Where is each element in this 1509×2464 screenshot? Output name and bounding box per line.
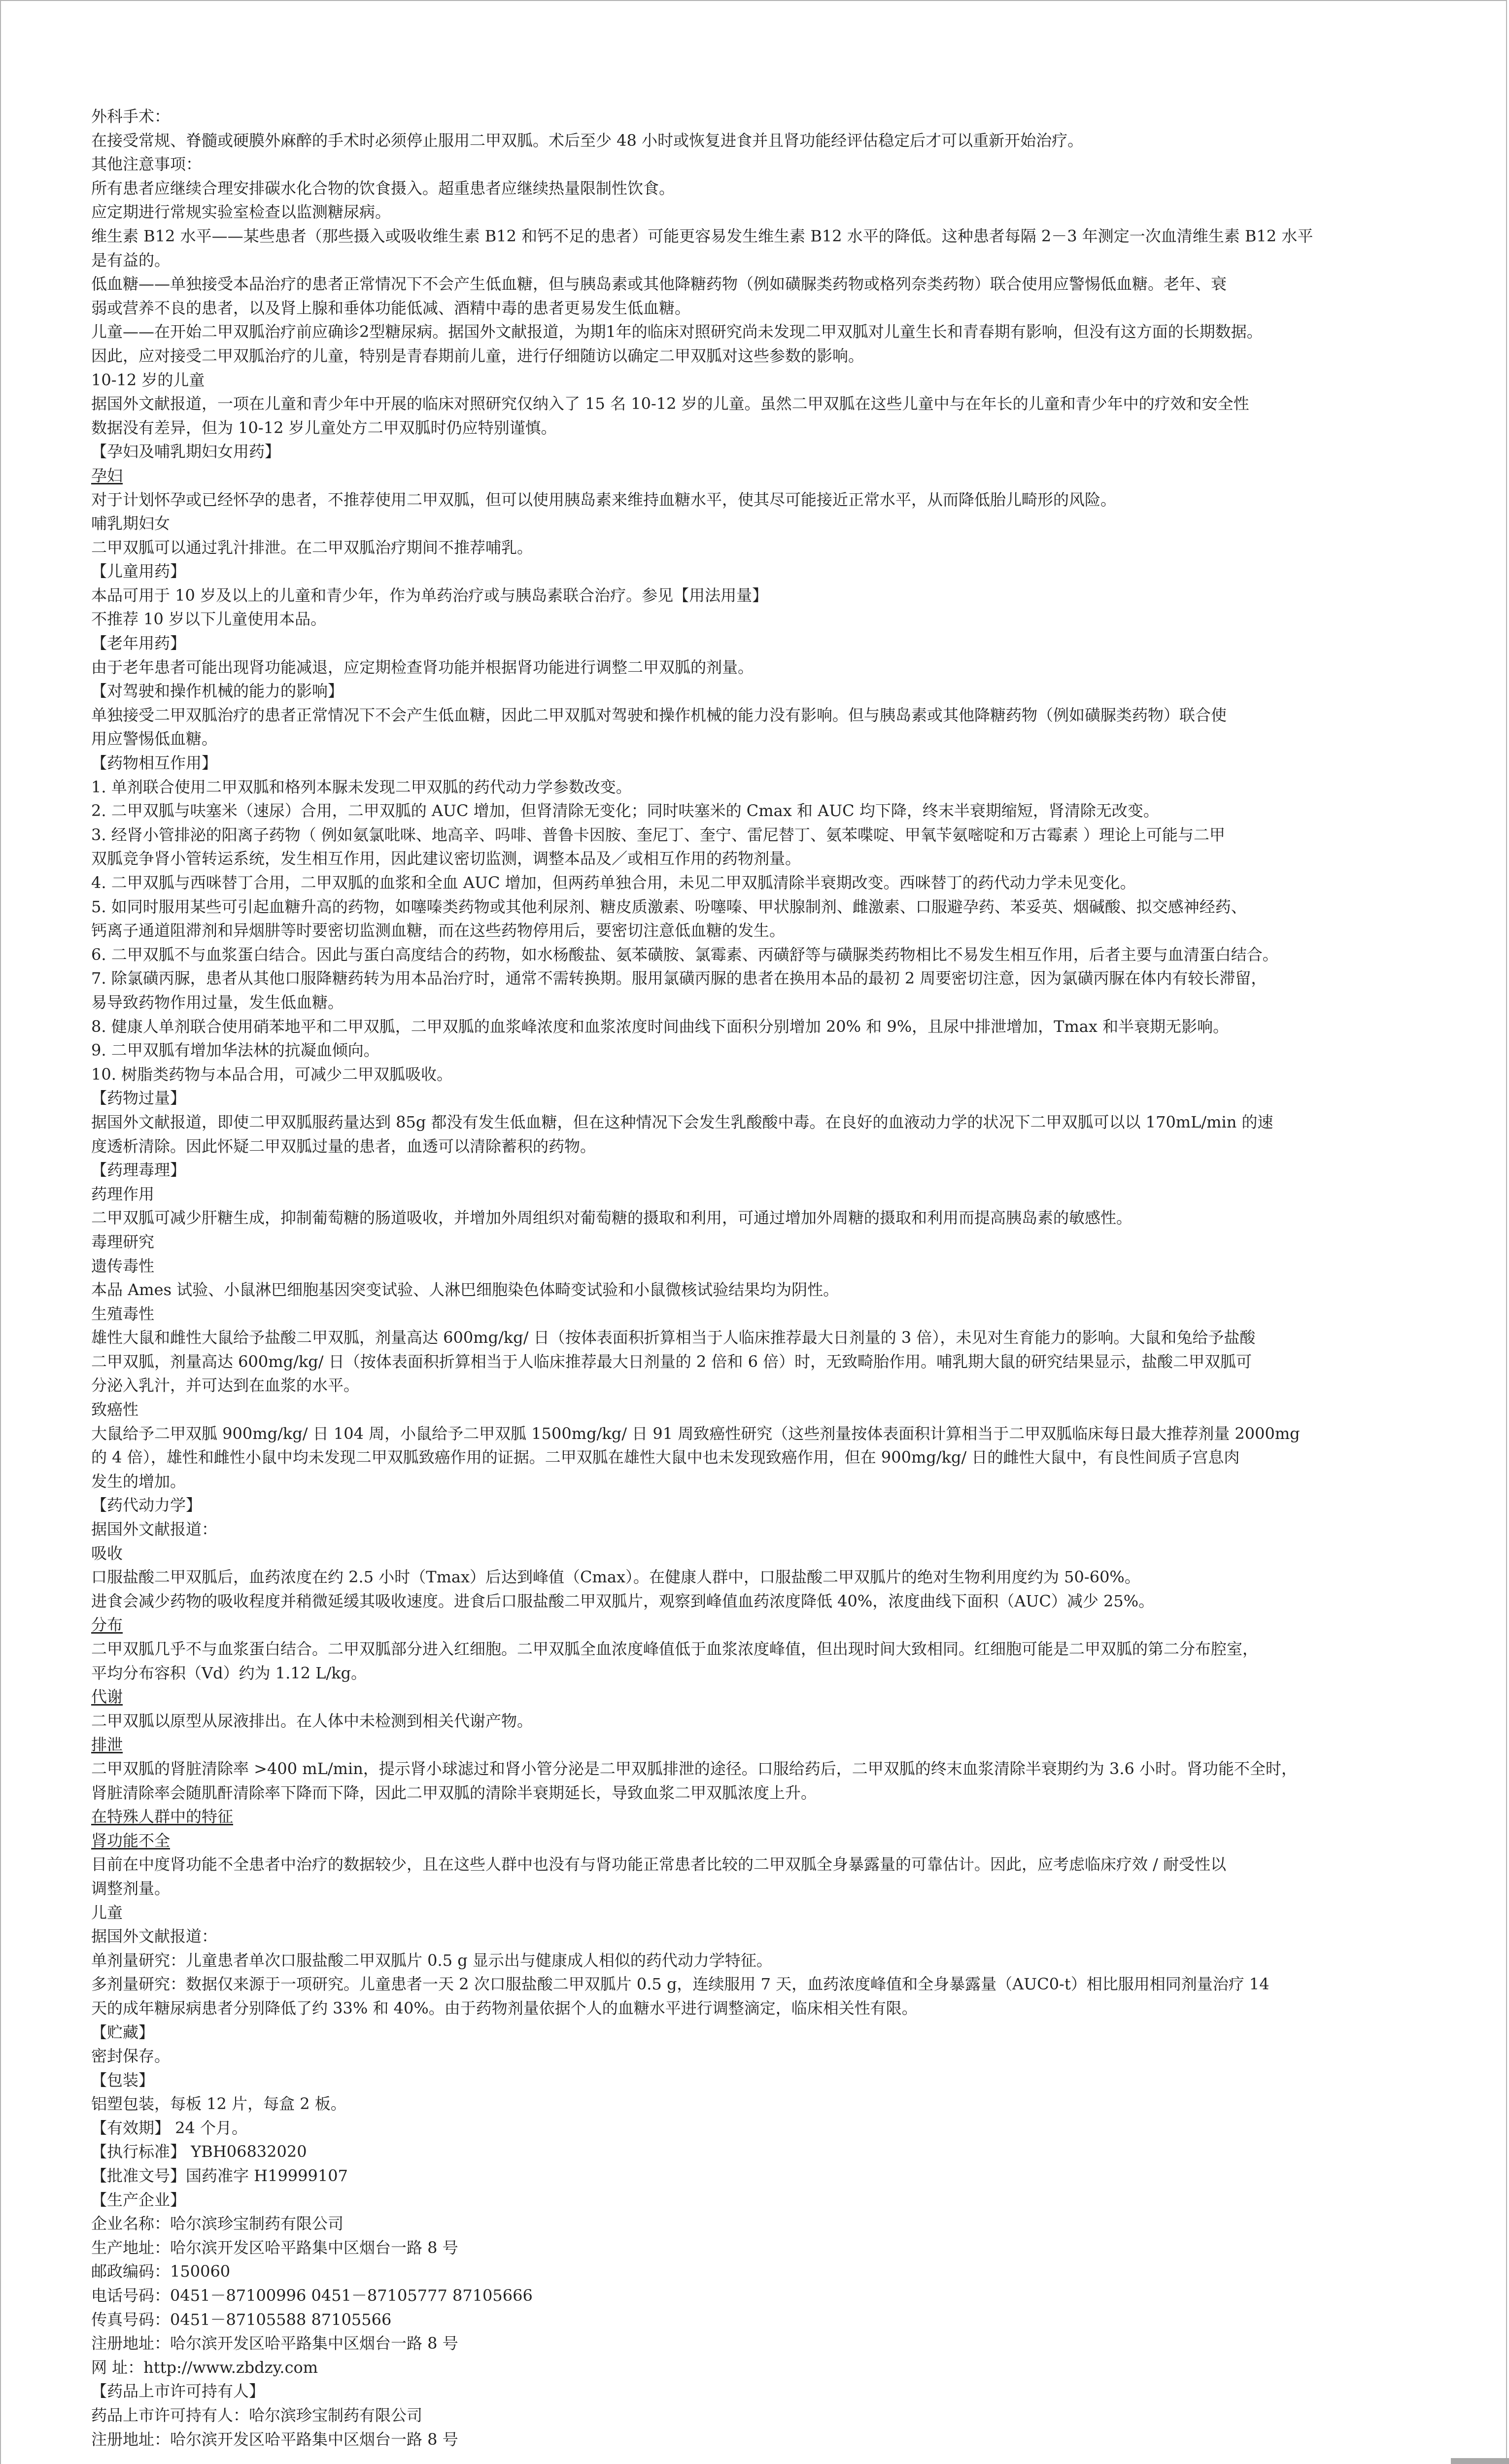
- text-line: 10. 树脂类药物与本品合用，可减少二甲双胍吸收。: [91, 1064, 453, 1084]
- text-line: 6. 二甲双胍不与血浆蛋白结合。因此与蛋白高度结合的药物，如水杨酸盐、氨苯磺胺、氯霉素、丙磺舒等与磺脲类药物相比不易发生相互作用，后者主要与血清蛋白结合。: [91, 945, 1278, 964]
- text-line: 目前在中度肾功能不全患者中治疗的数据较少，且在这些人群中也没有与肾功能正常患者比较的二甲双胍全身暴露量的可靠估计。因此，应考虑临床疗效 / 耐受性以: [91, 1855, 1227, 1874]
- text-line: 平均分布容积（Vd）约为 1.12 L/kg。: [91, 1663, 367, 1682]
- text-line: 注册地址：哈尔滨开发区哈平路集中区烟台一路 8 号: [91, 2430, 458, 2449]
- text-line: 生产地址：哈尔滨开发区哈平路集中区烟台一路 8 号: [91, 2238, 458, 2257]
- text-line: 致癌性: [91, 1400, 139, 1419]
- text-line: 本品 Ames 试验、小鼠淋巴细胞基因突变试验、人淋巴细胞染色体畸变试验和小鼠微核试验结果均为阴性。: [91, 1280, 839, 1300]
- text-line: 企业名称：哈尔滨珍宝制药有限公司: [91, 2214, 344, 2233]
- text-line: 【药理毒理】: [91, 1161, 186, 1180]
- text-line: 遗传毒性: [91, 1256, 155, 1275]
- text-line: 在特殊人群中的特征: [91, 1807, 234, 1826]
- text-line: 单独接受二甲双胍治疗的患者正常情况下不会产生低血糖，因此二甲双胍对驾驶和操作机械的能力没有影响。但与胰岛素或其他降糖药物（例如磺脲类药物）联合使: [91, 705, 1227, 724]
- text-line: 钙离子通道阻滞剂和异烟肼等时要密切监测血糖，而在这些药物停用后，要密切注意低血糖的发生。: [91, 921, 786, 940]
- text-line: 分泌入乳汁，并可达到在血浆的水平。: [91, 1376, 360, 1395]
- text-line: 电话号码：0451－87100996 0451－87105777 87105666: [91, 2286, 533, 2305]
- text-line: 药理作用: [91, 1184, 155, 1203]
- text-line: 【生产企业】: [91, 2190, 186, 2209]
- text-line: 【药品上市许可持有人】: [91, 2382, 265, 2401]
- text-line: 多剂量研究：数据仅来源于一项研究。儿童患者一天 2 次口服盐酸二甲双胍片 0.5 g，连续服用 7 天，血药浓度峰值和全身暴露量（AUC0-t）相比服用相同剂量治疗 14: [91, 1975, 1269, 1994]
- text-line: 排泄: [91, 1735, 123, 1754]
- text-line: 2. 二甲双胍与呋塞米（速尿）合用，二甲双胍的 AUC 增加，但肾清除无变化；同时呋塞米的 Cmax 和 AUC 均下降，终末半衰期缩短，肾清除无改变。: [91, 801, 1159, 821]
- text-line: 【老年用药】: [91, 634, 186, 653]
- text-line: 是有益的。: [91, 250, 171, 270]
- text-line: 双胍竞争肾小管转运系统，发生相互作用，因此建议密切监测，调整本品及／或相互作用的药物剂量。: [91, 849, 801, 868]
- text-line: 不推荐 10 岁以下儿童使用本品。: [91, 610, 327, 629]
- text-line: 本品可用于 10 岁及以上的儿童和青少年，作为单药治疗或与胰岛素联合治疗。参见【用法用量】: [91, 585, 768, 605]
- text-line: 网 址：http://www.zbdzy.com: [91, 2358, 318, 2377]
- text-line: 天的成年糖尿病患者分别降低了约 33% 和 40%。由于药物剂量依据个人的血糖水平进行调整滴定，临床相关性有限。: [91, 1998, 918, 2018]
- text-line: 发生的增加。: [91, 1472, 186, 1491]
- text-line: 儿童: [91, 1903, 123, 1922]
- text-line: 铝塑包装，每板 12 片，每盒 2 板。: [91, 2094, 346, 2114]
- text-line: 进食会减少药物的吸收程度并稍微延缓其吸收速度。进食后口服盐酸二甲双胍片，观察到峰值血药浓度降低 40%，浓度曲线下面积（AUC）减少 25%。: [91, 1591, 1155, 1610]
- text-line: 7. 除氯磺丙脲，患者从其他口服降糖药转为用本品治疗时，通常不需转换期。服用氯磺丙脲的患者在换用本品的最初 2 周要密切注意，因为氯磺丙脲在体内有较长滞留，: [91, 969, 1267, 988]
- text-line: 二甲双胍几乎不与血浆蛋白结合。二甲双胍部分进入红细胞。二甲双胍全血浓度峰值低于血浆浓度峰值，但出现时间大致相同。红细胞可能是二甲双胍的第二分布腔室，: [91, 1640, 1259, 1658]
- text-line: 【对驾驶和操作机械的能力的影响】: [91, 682, 344, 701]
- text-line: 分布: [91, 1615, 123, 1635]
- text-line: 肾功能不全: [91, 1831, 171, 1850]
- text-line: 二甲双胍以原型从尿液排出。在人体中未检测到相关代谢产物。: [91, 1711, 533, 1730]
- text-line: 传真号码：0451－87105588 87105566: [91, 2310, 392, 2329]
- text-line: 4. 二甲双胍与西咪替丁合用，二甲双胍的血浆和全血 AUC 增加，但两药单独合用，未见二甲双胍清除半衰期改变。西咪替丁的药代动力学未见变化。: [91, 873, 1136, 892]
- text-line: 密封保存。: [91, 2047, 171, 2066]
- text-line: 因此，应对接受二甲双胍治疗的儿童，特别是青春期前儿童，进行仔细随访以确定二甲双胍对这些参数的影响。: [91, 346, 864, 365]
- text-line: 二甲双胍可减少肝糖生成，抑制葡萄糖的肠道吸收，并增加外周组织对葡萄糖的摄取和利用，可通过增加外周糖的摄取和利用而提高胰岛素的敏感性。: [91, 1208, 1132, 1228]
- text-line: 数据没有差异，但为 10-12 岁儿童处方二甲双胍时仍应特别谨慎。: [91, 418, 557, 437]
- text-line: 维生素 B12 水平——某些患者（那些摄入或吸收维生素 B12 和钙不足的患者）可能更容易发生维生素 B12 水平的降低。这种患者每隔 2－3 年测定一次血清维生素 B12 水平: [91, 226, 1313, 245]
- text-line: 【有效期】 24 个月。: [91, 2118, 248, 2137]
- text-line: 用应警惕低血糖。: [91, 729, 218, 749]
- text-line: 肾脏清除率会随肌酐清除率下降而下降，因此二甲双胍的清除半衰期延长，导致血浆二甲双胍浓度上升。: [91, 1783, 817, 1802]
- text-line: 据国外文献报道：: [91, 1927, 218, 1946]
- text-line: 口服盐酸二甲双胍后，血药浓度在约 2.5 小时（Tmax）后达到峰值（Cmax）。在健康人群中，口服盐酸二甲双胍片的绝对生物利用度约为 50-60%。: [91, 1568, 1140, 1587]
- text-line: 哺乳期妇女: [91, 514, 171, 533]
- document-body: [91, 104, 1382, 2451]
- text-line: 3. 经肾小管排泌的阳离子药物（ 例如氨氯吡咪、地高辛、吗啡、普鲁卡因胺、奎尼丁、奎宁、雷尼替丁、氨苯喋啶、甲氧苄氨嘧啶和万古霉素 ）理论上可能与二甲: [91, 825, 1226, 844]
- text-line: 所有患者应继续合理安排碳水化合物的饮食摄入。超重患者应继续热量限制性饮食。: [91, 178, 675, 198]
- text-line: 药品上市许可持有人：哈尔滨珍宝制药有限公司: [91, 2406, 423, 2425]
- text-line: 5. 如同时服用某些可引起血糖升高的药物，如噻嗪类药物或其他利尿剂、糖皮质激素、吩噻嗪、甲状腺制剂、雌激素、口服避孕药、苯妥英、烟碱酸、拟交感神经药、: [91, 897, 1247, 916]
- text-line: 大鼠给予二甲双胍 900mg/kg/ 日 104 周，小鼠给予二甲双胍 1500mg/kg/ 日 91 周致癌性研究（这些剂量按体表面积计算相当于二甲双胍临床每日最大推荐剂量 2000mg: [91, 1424, 1300, 1443]
- text-line: 由于老年患者可能出现肾功能减退，应定期检查肾功能并根据肾功能进行调整二甲双胍的剂量。: [91, 657, 754, 677]
- text-line: 的 4 倍），雄性和雌性小鼠中均未发现二甲双胍致癌作用的证据。二甲双胍在雄性大鼠中也未发现致癌作用，但在 900mg/kg/ 日的雌性大鼠中，有良性间质子宫息肉: [91, 1448, 1240, 1467]
- text-line: 【孕妇及哺乳期妇女用药】: [91, 442, 281, 461]
- text-line: 弱或营养不良的患者，以及肾上腺和垂体功能低减、酒精中毒的患者更易发生低血糖。: [91, 298, 691, 317]
- text-line: 1. 单剂联合使用二甲双胍和格列本脲未发现二甲双胍的药代动力学参数改变。: [91, 777, 632, 796]
- text-line: 度透析清除。因此怀疑二甲双胍过量的患者，血透可以清除蓄积的药物。: [91, 1136, 596, 1156]
- text-line: 二甲双胍的肾脏清除率 >400 mL/min，提示肾小球滤过和肾小管分泌是二甲双胍排泄的途径。口服给药后，二甲双胍的终末血浆清除半衰期约为 3.6 小时。肾功能不全时，: [91, 1759, 1298, 1778]
- text-line: 生殖毒性: [91, 1304, 155, 1323]
- text-line: 易导致药物作用过量，发生低血糖。: [91, 992, 344, 1012]
- text-line: 吸收: [91, 1543, 123, 1563]
- text-line: 【执行标准】 YBH06832020: [91, 2142, 307, 2161]
- text-line: 据国外文献报道：: [91, 1520, 218, 1539]
- text-line: 【药物过量】: [91, 1089, 186, 1108]
- text-line: 二甲双胍可以通过乳汁排泄。在二甲双胍治疗期间不推荐哺乳。: [91, 538, 533, 557]
- text-line: 外科手术：: [91, 107, 171, 126]
- text-line: 调整剂量。: [91, 1879, 171, 1898]
- text-line: 【贮藏】: [91, 2022, 155, 2042]
- text-line: 【儿童用药】: [91, 562, 186, 581]
- page-corner-tab: [1451, 2458, 1509, 2464]
- text-line: 据国外文献报道，一项在儿童和青少年中开展的临床对照研究仅纳入了 15 名 10-12 岁的儿童。虽然二甲双胍在这些儿童中与在年长的儿童和青少年中的疗效和安全性: [91, 394, 1249, 413]
- text-line: 代谢: [91, 1687, 123, 1707]
- text-line: 低血糖——单独接受本品治疗的患者正常情况下不会产生低血糖，但与胰岛素或其他降糖药物（例如磺脲类药物或格列奈类药物）联合使用应警惕低血糖。老年、衰: [91, 274, 1227, 294]
- text-line: 毒理研究: [91, 1232, 155, 1251]
- text-line: 孕妇: [91, 466, 123, 485]
- text-line: 二甲双胍，剂量高达 600mg/kg/ 日（按体表面积折算相当于人临床推荐最大日剂量的 2 倍和 6 倍）时，无致畸胎作用。哺乳期大鼠的研究结果显示，盐酸二甲双胍可: [91, 1352, 1252, 1371]
- text-line: 雄性大鼠和雌性大鼠给予盐酸二甲双胍，剂量高达 600mg/kg/ 日（按体表面积折算相当于人临床推荐最大日剂量的 3 倍），未见对生育能力的影响。大鼠和兔给予盐酸: [91, 1328, 1256, 1347]
- text-line: 儿童——在开始二甲双胍治疗前应确诊2型糖尿病。据国外文献报道，为期1年的临床对照研究尚未发现二甲双胍对儿童生长和青春期有影响，但没有这方面的长期数据。: [91, 322, 1263, 342]
- text-line: 应定期进行常规实验室检查以监测糖尿病。: [91, 203, 391, 222]
- text-line: 注册地址：哈尔滨开发区哈平路集中区烟台一路 8 号: [91, 2334, 458, 2353]
- text-line: 【药代动力学】: [91, 1496, 202, 1515]
- text-line: 单剂量研究：儿童患者单次口服盐酸二甲双胍片 0.5 g 显示出与健康成人相似的药代动力学特征。: [91, 1951, 772, 1970]
- text-line: 其他注意事项：: [91, 155, 202, 174]
- text-line: 在接受常规、脊髓或硬膜外麻醉的手术时必须停止服用二甲双胍。术后至少 48 小时或恢复进食并且肾功能经评估稳定后才可以重新开始治疗。: [91, 131, 1084, 150]
- text-line: 【批准文号】国药准字 H19999107: [91, 2166, 348, 2186]
- text-line: 据国外文献报道，即使二甲双胍服药量达到 85g 都没有发生低血糖，但在这种情况下会发生乳酸酸中毒。在良好的血液动力学的状况下二甲双胍可以以 170mL/min 的速: [91, 1112, 1273, 1131]
- text-line: 9. 二甲双胍有增加华法林的抗凝血倾向。: [91, 1041, 379, 1060]
- text-line: 对于计划怀孕或已经怀孕的患者，不推荐使用二甲双胍，但可以使用胰岛素来维持血糖水平，使其尽可能接近正常水平，从而降低胎儿畸形的风险。: [91, 490, 1117, 509]
- text-line: 【包装】: [91, 2070, 155, 2089]
- text-line: 8. 健康人单剂联合使用硝苯地平和二甲双胍，二甲双胍的血浆峰浓度和血浆浓度时间曲线下面积分别增加 20% 和 9%，且尿中排泄增加，Tmax 和半衰期无影响。: [91, 1017, 1229, 1036]
- text-line: 【药物相互作用】: [91, 753, 218, 773]
- text-line: 10-12 岁的儿童: [91, 370, 205, 389]
- text-line: 邮政编码：150060: [91, 2262, 231, 2281]
